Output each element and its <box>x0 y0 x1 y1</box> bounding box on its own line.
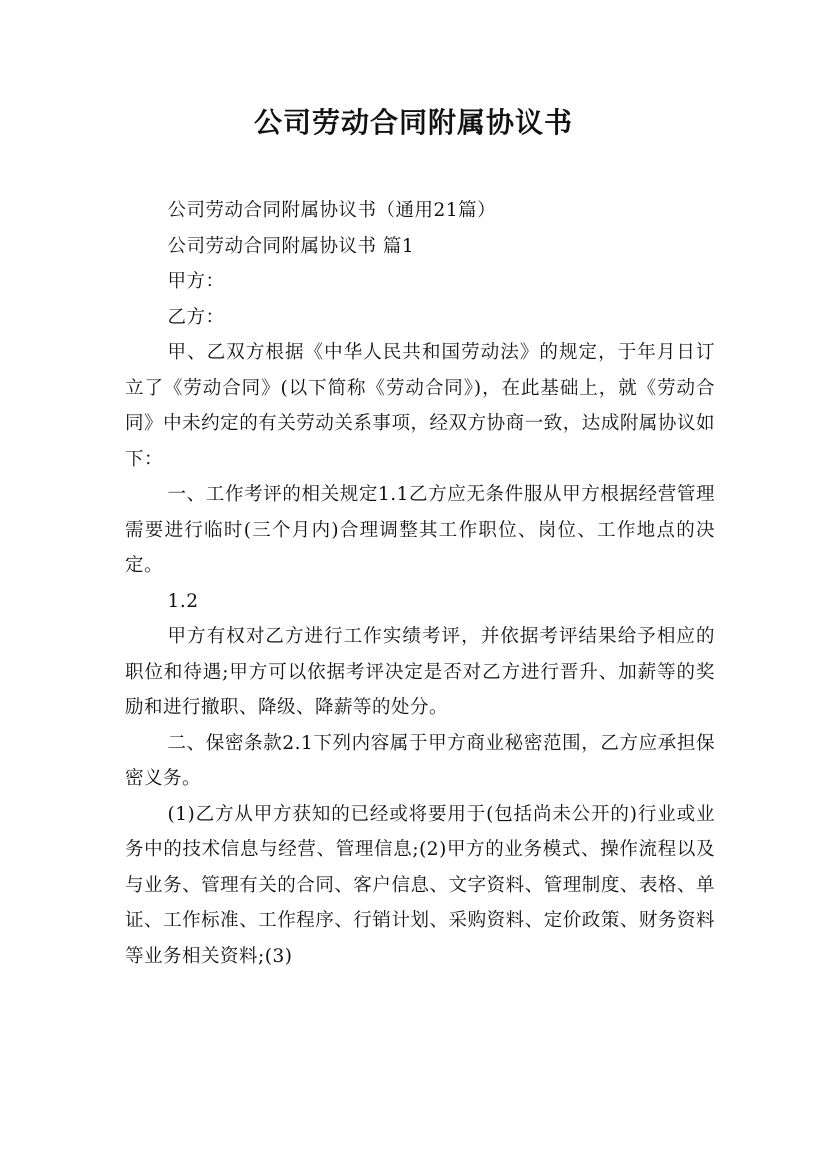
paragraph-section-heading: 公司劳动合同附属协议书 篇1 <box>167 235 415 257</box>
paragraph-clause-1-2: 甲方有权对乙方进行工作实绩考评，并依据考评结果给予相应的职位和待遇;甲方可以依据考评决定是否对乙方进行晋升、加薪等的奖励和进行撤职、降级、降薪等的处分。 <box>125 626 715 718</box>
paragraph-clause-1-2-number: 1.2 <box>167 590 199 612</box>
paragraph-clause-2-items: (1)乙方从甲方获知的已经或将要用于(包括尚未公开的)行业或业务中的技术信息与经营、管理信息;(2)甲方的业务模式、操作流程以及与业务、管理有关的合同、客户信息、文字资料、管理制度、表格、单证、工作标准、工作程序、行销计划、采购资料、定价政策、财务资料等业务相关资料;(3) <box>125 803 715 967</box>
document-title: 公司劳动合同附属协议书 <box>253 106 573 139</box>
document-body <box>125 193 715 974</box>
paragraph-clause-1: 一、工作考评的相关规定1.1乙方应无条件服从甲方根据经营管理需要进行临时(三个月内)合理调整其工作职位、岗位、工作地点的决定。 <box>125 484 715 576</box>
paragraph-party-b: 乙方： <box>167 306 225 328</box>
paragraph-clause-2: 二、保密条款2.1下列内容属于甲方商业秘密范围，乙方应承担保密义务。 <box>125 732 715 789</box>
paragraph-subtitle: 公司劳动合同附属协议书（通用21篇） <box>167 200 497 221</box>
paragraph-preamble: 甲、乙双方根据《中华人民共和国劳动法》的规定，于年月日订立了《劳动合同》(以下简称《劳动合同》)，在此基础上，就《劳动合同》中未约定的有关劳动关系事项，经双方协商一致，达成附属协议如下： <box>125 342 715 470</box>
paragraph-party-a: 甲方： <box>167 271 225 292</box>
